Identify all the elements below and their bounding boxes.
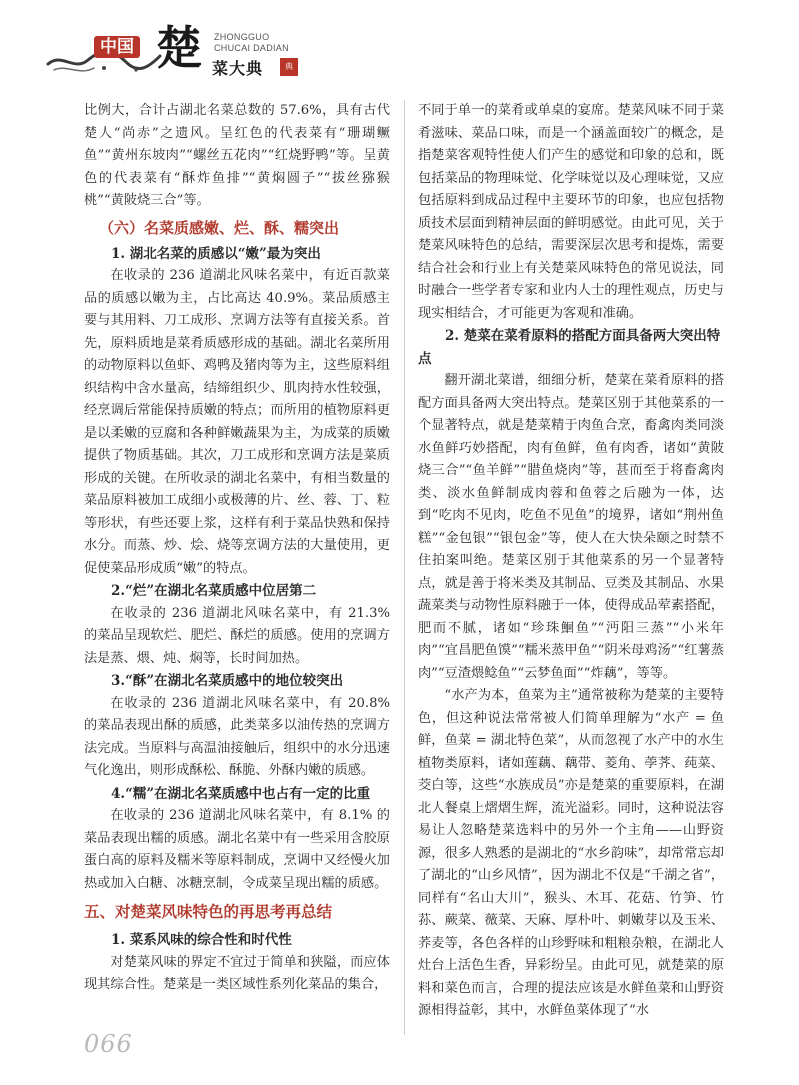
left-column xyxy=(84,100,390,997)
chapter-heading: 五、对楚菜风味特色的再思考再总结 xyxy=(84,903,333,921)
subsection-heading: 4.“糯”在湖北名菜质感中也占有一定的比重 xyxy=(111,785,371,802)
logo-badge: 中国 xyxy=(94,36,140,58)
subsection-heading: 2.“烂”在湖北名菜质感中位居第二 xyxy=(111,583,317,599)
logo-subtitle: 菜大典 xyxy=(212,59,264,78)
paragraph: 对楚菜风味的界定不宜过于简单和狭隘，而应体现其综合性。楚菜是一类区域性系列化菜品的集合， xyxy=(84,954,390,992)
paragraph: 不同于单一的菜肴或单桌的宴席。楚菜风味不同于菜肴滋味、菜品口味，而是一个涵盖面较广的概念，是指楚菜客观特性使人们产生的感觉和印象的总和，既包括菜品的物理味觉、化学味觉以及心理味觉，又应包括原料到成品过程中主要环节的印象，也应包括物质技术层面到精神层面的鲜明感觉。由此可见，关于楚菜风味特色的总结，需要深层次思考和提炼，需要结合社会和行业上有关楚菜风味特色的常见说法，同时融合一些学者专家和业内人士的理性观点，历史与现实相结合，才可能更为客观和准确。 xyxy=(418,103,724,321)
paragraph: “水产为本，鱼菜为主”通常被称为楚菜的主要特色，但这种说法常常被人们简单理解为“水产 = 鱼鲜，鱼菜 = 湖北特色菜”，从而忽视了水产中的水生植物类原料，诸如莲藕、藕带、菱角、荸荠、莼菜、茭白等，这些“水族成员”亦是楚菜的重要原料，在湖北人餐桌上熠熠生辉，流光溢彩。同时，这种说法容易让人忽略楚菜选料中的另外一个主角——山野资源，很多人熟悉的是湖北的“水乡韵味”，却常常忘却了湖北的“山乡风情”，因为湖北不仅是“千湖之省”，同样有“名山大川”，猴头、木耳、花菇、竹笋、竹荪、蕨菜、薇菜、天麻、厚朴叶、刺嫩芽以及玉米、荞麦等，各色各样的山珍野味和粗粮杂粮，在湖北人灶台上活色生香，异彩纷呈。由此可见，就楚菜的原料和菜色而言，合理的提法应该是水鲜鱼菜和山野资源相得益彰，其中，水鲜鱼菜体现了“水 xyxy=(418,688,724,1018)
column-divider xyxy=(404,100,405,1035)
subsection-heading: 1. 湖北名菜的质感以“嫩”最为突出 xyxy=(111,245,321,262)
section-heading: （六）名菜质感嫩、烂、酥、糯突出 xyxy=(99,218,340,237)
page-header xyxy=(0,0,799,95)
book-logo xyxy=(44,18,304,80)
paragraph: 翻开湖北菜谱，细细分析，楚菜在菜肴原料的搭配方面具备两大突出特点。楚菜区别于其他菜系的一个显著特点，就是楚菜精于肉鱼合烹，畜禽肉类同淡水鱼鲜巧妙搭配，肉有鱼鲜，鱼有肉香，诸如“黄陂烧三合”“鱼羊鲜”“腊鱼烧肉”等，甚而至于将畜禽肉类、淡水鱼鲜制成肉蓉和鱼蓉之后融为一体，达到“吃肉不见肉，吃鱼不见鱼”的境界，诸如“荆州鱼糕”“金包银”“银包金”等，使人在大快朵颐之时禁不住拍案叫绝。楚菜区别于其他菜系的另一个显著特点，就是善于将米类及其制品、豆类及其制品、水果蔬菜类与动物性原料融于一体，使得成品荤素搭配，肥而不腻，诸如“珍珠鮰鱼”“沔阳三蒸”“小米年肉”“宜昌肥鱼馍”“糯米蒸甲鱼”“阴米母鸡汤”“红薯蒸肉”“豆渣煨鲶鱼”“云梦鱼面”“炸藕”，等等。 xyxy=(418,373,724,681)
paragraph: 在收录的 236 道湖北风味名菜中，有 8.1% 的菜品表现出糯的质感。湖北名菜中有一些采用含胶原蛋白高的原料及糯米等原料制成，烹调中又经慢火加热或加入白糖、冰糖烹制，令成菜呈现出糯的质感。 xyxy=(84,808,390,891)
subsection-heading: 3.“酥”在湖北名菜质感中的地位较突出 xyxy=(111,673,344,689)
page-number: 066 xyxy=(84,1030,133,1058)
logo-big-char: 楚 xyxy=(156,21,202,75)
paragraph: 在收录的 236 道湖北风味名菜中，有近百款菜品的质感以嫩为主，占比高达 40.9%。菜品质感主要与其用料、刀工成形、烹调方法等有直接关系。首先，原料质地是菜肴质感形成的基础。湖北名菜所用的动物原料以鱼虾、鸡鸭及猪肉等为主，这些原料组织结构中含水量高，结缔组织少、肌肉持水性较强，经烹调后常能保持质嫩的特点；而所用的植物原料更是以柔嫩的豆腐和各种鲜嫩蔬果为主，为成菜的质嫩提供了物质基础。其次，刀工成形和烹调方法是菜质形成的关键。在所收录的湖北名菜中，有相当数量的菜品原料被加工成细小或极薄的片、丝、蓉、丁、粒等形状，有些还要上浆，这样有利于菜品快熟和保持水分。而蒸、炒、烩、烧等烹调方法的大量使用，更促使菜品形成质“嫩”的特点。 xyxy=(84,268,390,576)
paragraph: 在收录的 236 道湖北风味名菜中，有 21.3% 的菜品呈现软烂、肥烂、酥烂的质感。使用的烹调方法是蒸、煨、炖、焖等，长时间加热。 xyxy=(84,605,390,666)
logo-en-line1: ZHONGGUO xyxy=(214,32,270,42)
logo-en-line2: CHUCAI DADIAN xyxy=(214,43,289,53)
paragraph: 在收录的 236 道湖北风味名菜中，有 20.8% 的菜品表现出酥的质感，此类菜多以油传热的烹调方法完成。当原料与高温油接触后，组织中的水分迅速气化逸出，则形成酥松、酥脆、外酥内嫩的质感。 xyxy=(84,695,390,778)
logo-seal: 典 xyxy=(280,58,298,76)
right-column xyxy=(418,100,724,1023)
paragraph: 比例大，合计占湖北名菜总数的 57.6%，具有古代楚人“尚赤”之遗风。呈红色的代表菜有“珊瑚鳜鱼”“黄州东坡肉”“螺丝五花肉”“红烧野鸭”等。呈黄色的代表菜有“酥炸鱼排”“黄焖圆子”“拔丝猕猴桃”“黄陂烧三合”等。 xyxy=(84,103,390,208)
subsection-heading: 1. 菜系风味的综合性和时代性 xyxy=(111,932,292,948)
subsection-heading: 2. 楚菜在菜肴原料的搭配方面具备两大突出特点 xyxy=(418,328,721,367)
